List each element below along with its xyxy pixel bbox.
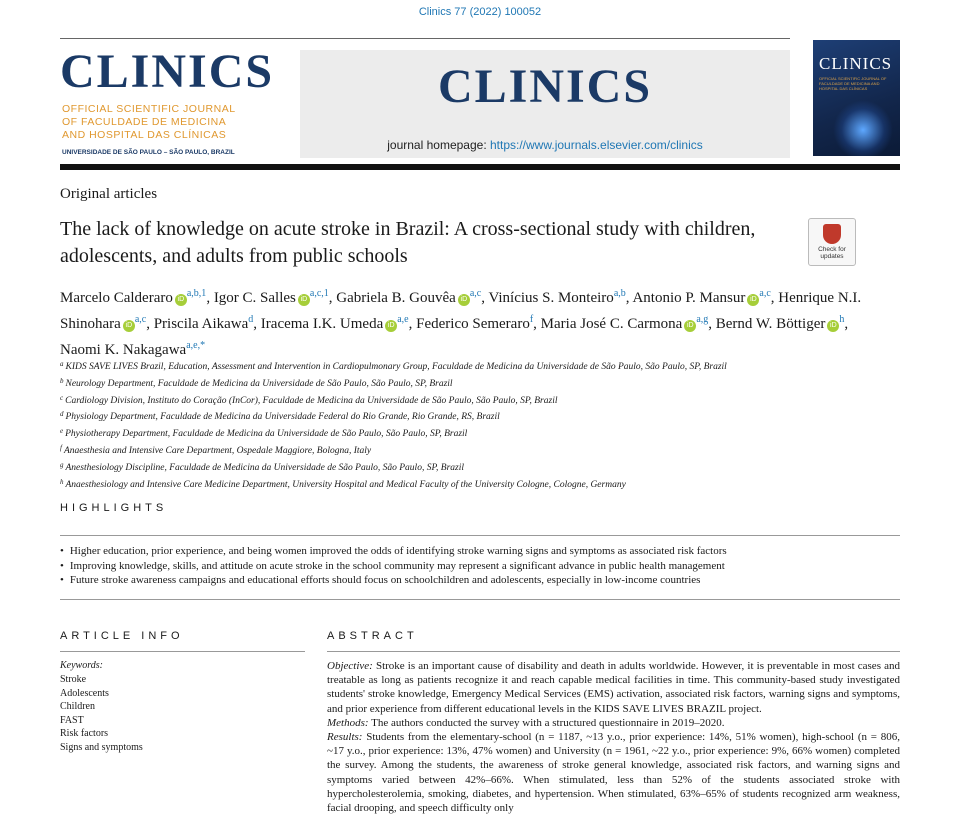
abstract-paragraph [327,659,900,716]
abstract-divider [327,651,900,652]
affiliation-list [60,358,900,492]
affiliation-key: b [60,376,64,385]
affiliation-text: Anaesthesia and Intensive Care Department, Ospedale Maggiore, Bologna, Italy [63,445,372,456]
author-affiliation-marks[interactable]: a,b [613,288,626,299]
highlights-divider-top [60,535,900,536]
abstract-paragraph [327,716,900,730]
cover-title: CLINICS [819,54,893,73]
author-name[interactable]: Henrique N.I. Shinohara [60,290,862,332]
author-affiliation-marks[interactable]: f [529,314,534,325]
author-affiliation-marks[interactable]: a,c [469,288,482,299]
author-affiliation-marks[interactable]: a,g [696,314,709,325]
affiliation-text: Anesthesiology Discipline, Faculdade de Medicina da Universidade de São Paulo, São Paulo, SP, Brazil [65,462,464,473]
author-name[interactable]: Priscila Aikawa [153,316,249,332]
affiliation-key: g [60,460,64,469]
affiliation-text: Cardiology Division, Instituto do Coração (InCor), Faculdade de Medicina da Universidade de São Paulo, São Paulo, SP, Brazil [65,395,558,406]
author-affiliation-marks[interactable]: a,e [397,314,409,325]
abstract-label: Methods: [327,716,369,729]
journal-homepage [300,138,790,152]
author-affiliation-marks[interactable]: a,e,* [186,340,206,351]
orcid-icon[interactable]: iD [123,320,135,332]
author-name[interactable]: Antonio P. Mansur [632,290,746,306]
homepage-label: journal homepage: [387,138,490,152]
affiliation-item [60,408,900,425]
orcid-icon[interactable]: iD [458,294,470,306]
author-name[interactable]: Marcelo Calderaro [60,290,173,306]
citation: Clinics 77 (2022) 100052 [418,6,542,18]
affiliation-key: c [60,393,64,402]
affiliation-item [60,442,900,459]
author-affiliation-marks[interactable]: a,c [134,314,147,325]
article-info-heading: ARTICLE INFO [60,630,184,642]
check-for-updates-label: Check for updates [818,246,846,260]
keyword-list [60,673,143,755]
journal-subtitle-line-3: AND HOSPITAL DAS CLÍNICAS [62,129,227,141]
author-name[interactable]: Maria José C. Carmona [540,316,683,332]
affiliation-text: Physiology Department, Faculdade de Medicina da Universidade Federal do Rio Grande, Rio Grande, RS, Brazil [65,412,500,423]
author-affiliation-marks[interactable]: d [248,314,254,325]
keyword-item: Risk factors [60,728,109,740]
top-divider [60,38,790,39]
abstract-body [327,659,900,815]
highlights-heading: HIGHLIGHTS [60,502,168,514]
article-info-divider [60,651,305,652]
orcid-icon[interactable]: iD [747,294,759,306]
cover-subtitle: OFFICIAL SCIENTIFIC JOURNAL OF FACULDADE DE MEDICINA AND HOSPITAL DAS CLÍNICAS [819,76,887,91]
abstract-text: Students from the elementary-school (n = 1187, ~13 y.o., prior experience: 14%, 51% women), high-school (n = 806, ~17 y.o., prior experience: 13%, 47% women) and University (n = 1961, ~22 y.o., prior experience: 9%, 66% women) completed the survey. Among the students, the awareness of stroke general knowledge, associated risk factors, and warning signs and symptoms varied between 42%–66%. When stimulated, less than 52% of the students associated stroke with hypercholesterolemia, smoking, diabetes, and hypertension. When stimulated, 63%–65% of students recognized arm weakness, facial drooping, and speech difficulty only [327,731,900,815]
header-divider [60,164,900,170]
author-name[interactable]: Federico Semeraro [416,316,530,332]
bookmark-icon [823,224,841,244]
author-name[interactable]: Iracema I.K. Umeda [260,316,384,332]
cover-artwork [833,100,893,156]
author-list: Marcelo Calderaro iD$^{a,b,1}$, Igor C. Salles iD$^{a,c,1}$, Gabriela B. Gouvêa iD$^{a,c}$, Vinícius S. Monteiro$^{a,b}$, Antonio P. Mansur iD$^{a,c}$, Henrique N.I. Shinohara iD$^{a,c}$, Priscila Aikawa$^d$, Iracema I.K. Umeda iD$^{a,e}$, Federico Semeraro$^f$, Maria José C. Carmona iD$^{a,g}$, Bernd W. Böttiger $iD^h$, Naomi K. Nakagawa$^{a,e,*}$ [60,288,862,358]
affiliation-key: e [60,427,64,436]
affiliation-key: h [60,477,64,486]
keyword-item: Children [60,701,95,713]
author-affiliation-marks[interactable]: h [839,314,845,325]
author-name[interactable]: Bernd W. Böttiger [715,316,826,332]
orcid-icon[interactable]: iD [385,320,397,332]
section-label: Original articles [60,186,158,202]
abstract-label: Objective: [327,660,373,672]
keywords-heading: Keywords: [60,660,103,671]
affiliation-item [60,476,900,493]
abstract-text: Stroke is an important cause of disability and death in adults worldwide. However, it is preventable in most cases and treatable as long as patients recognize it and reach capable medical facilities in time. This community-based study investigated students' stroke knowledge, Emergency Medical Services (EMS) activation, associated risk factors, warning signs and symptoms, and prior experience from different educational levels in the KIDS SAVE LIVES BRAZIL project. [327,660,900,715]
affiliation-key: a [60,360,64,368]
affiliation-item [60,459,900,476]
abstract-heading: ABSTRACT [327,630,418,642]
affiliation-item [60,425,900,442]
author-name[interactable]: Gabriela B. Gouvêa [336,290,456,306]
journal-university: UNIVERSIDADE DE SÃO PAULO – SÃO PAULO, BRAZIL [62,149,235,156]
check-for-updates-button[interactable] [808,218,856,266]
author-affiliation-marks[interactable]: a,c [759,288,771,299]
affiliation-item [60,358,900,375]
author-affiliation-marks[interactable]: a,c,1 [309,288,329,299]
affiliation-text: KIDS SAVE LIVES Brazil, Education, Assessment and Intervention in Cardiopulmonary Group, Faculdade de Medicina da Universidade de São Paulo, São Paulo, SP, Brazil [65,362,727,372]
abstract-text: The authors conducted the survey with a structured questionnaire in 2019–2020. [368,716,725,729]
orcid-icon[interactable]: iD [827,320,839,332]
keyword-item: Adolescents [60,687,109,699]
keyword-item: Signs and symptoms [60,741,143,753]
affiliation-item [60,375,900,392]
orcid-icon[interactable]: iD [684,320,696,332]
highlights-list [60,544,900,588]
keyword-item: FAST [60,714,84,726]
journal-subtitle-line-1: OFFICIAL SCIENTIFIC JOURNAL [62,103,236,115]
journal-cover-image[interactable] [813,40,900,156]
author-affiliation-marks[interactable]: a,b,1 [186,288,207,299]
homepage-link[interactable]: https://www.journals.elsevier.com/clinics [490,138,703,152]
author-name[interactable]: Vinícius S. Monteiro [488,290,614,306]
article-title: The lack of knowledge on acute stroke in Brazil: A cross-sectional study with children, adolescents, and adults from public schools [60,218,756,267]
affiliation-text: Anaesthesiology and Intensive Care Medicine Department, University Hospital and Medical Faculty of the University Cologne, Cologne, Germany [65,479,626,490]
keyword-item: Stroke [60,674,87,685]
orcid-icon[interactable]: iD [175,294,187,306]
affiliation-text: Neurology Department, Faculdade de Medicina da Universidade de São Paulo, São Paulo, SP, Brazil [65,378,453,389]
highlights-divider-bottom [60,599,900,600]
author-name[interactable]: Igor C. Salles [213,290,296,306]
abstract-paragraph [327,730,900,815]
affiliation-key: d [60,410,64,419]
journal-logo: CLINICS [60,45,275,98]
highlight-item: • Higher education, prior experience, and being women improved the odds of identifying stroke warning signs and symptoms as associated risk factors [60,544,900,559]
journal-subtitle-line-2: OF FACULDADE DE MEDICINA [62,116,227,128]
orcid-icon[interactable]: iD [298,294,310,306]
highlight-item: • Improving knowledge, skills, and attitude on acute stroke in the school community may represent a significant advance in public health management [60,559,900,574]
journal-banner-title: CLINICS [437,60,653,113]
affiliation-text: Physiotherapy Department, Faculdade de Medicina da Universidade de São Paulo, São Paulo, SP, Brazil [65,429,468,440]
affiliation-item [60,392,900,409]
affiliation-key: f [60,443,62,452]
abstract-label: Results: [327,731,363,744]
author-name[interactable]: Naomi K. Nakagawa [60,342,187,358]
highlight-item: • Future stroke awareness campaigns and educational efforts should focus on schoolchildren and adolescents, especially in low-income countries [60,573,900,588]
